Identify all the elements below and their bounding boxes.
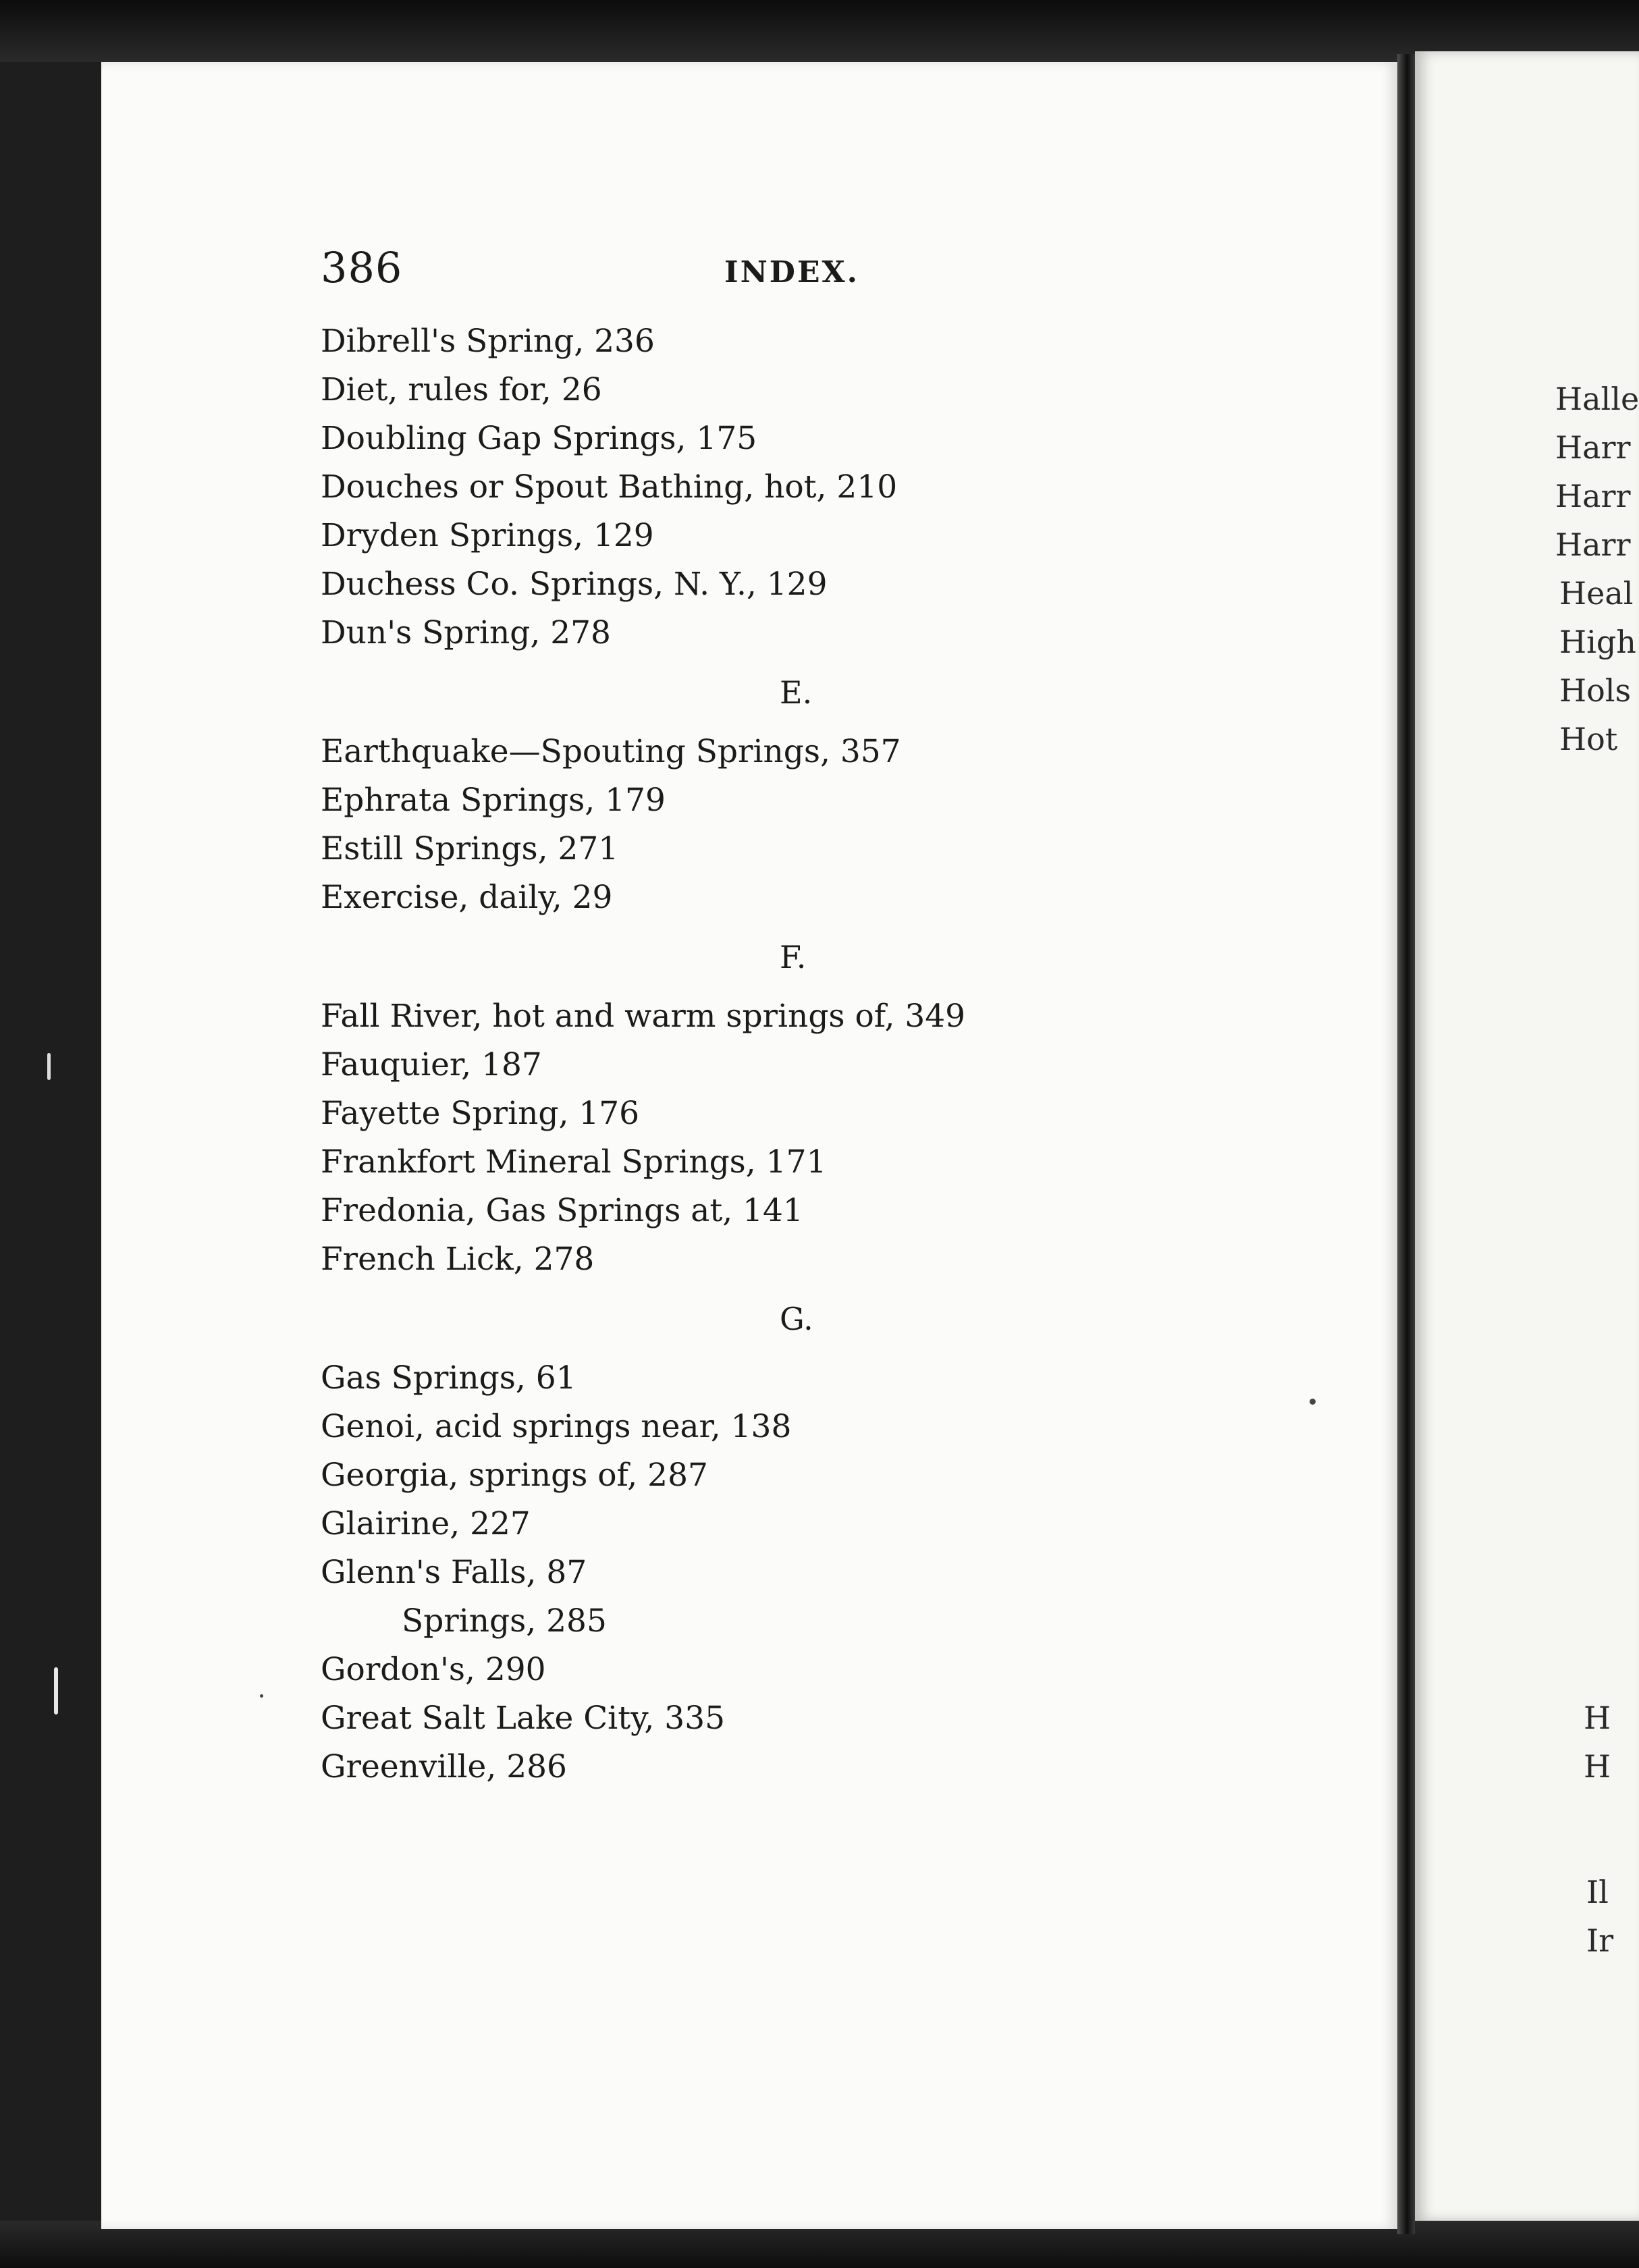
scan-speck — [260, 1694, 263, 1698]
index-entry: Diet, rules for, 26 — [321, 371, 602, 408]
page-title: INDEX. — [724, 255, 859, 290]
section-letter: E. — [780, 674, 813, 711]
fragment-line: Harr — [1555, 526, 1631, 563]
scan-border-top — [0, 0, 1639, 62]
book-spine — [1397, 54, 1415, 2234]
fragment-line: Hols — [1559, 672, 1632, 709]
scan-speck — [47, 1053, 51, 1080]
index-section-g — [321, 1284, 1347, 1791]
index-entry: Dryden Springs, 129 — [321, 517, 654, 554]
index-entry: Doubling Gap Springs, 175 — [321, 420, 757, 457]
index-entry: Frankfort Mineral Springs, 171 — [321, 1143, 827, 1181]
index-entry: Fayette Spring, 176 — [321, 1095, 640, 1132]
index-entry: Georgia, springs of, 287 — [321, 1457, 708, 1494]
facing-page — [1415, 51, 1639, 2221]
index-entry: Glenn's Falls, 87 — [321, 1554, 587, 1591]
fragment-line: Ir — [1586, 1922, 1614, 1959]
fragment-line: Harr — [1555, 478, 1631, 514]
fragment-line: Hot — [1559, 721, 1618, 757]
index-entry: Gas Springs, 61 — [321, 1359, 576, 1397]
index-entry: Glairine, 227 — [321, 1505, 531, 1542]
index-entry: Dibrell's Spring, 236 — [321, 323, 655, 360]
index-entry: Ephrata Springs, 179 — [321, 782, 666, 819]
scan-speck — [54, 1667, 58, 1714]
index-entry: Dun's Spring, 278 — [321, 614, 611, 651]
page-number: 386 — [321, 243, 403, 292]
index-section-f — [321, 922, 1347, 1284]
scan-speck — [1310, 1399, 1316, 1405]
fragment-line: H — [1584, 1700, 1611, 1736]
index-entry: Greenville, 286 — [321, 1748, 567, 1785]
index-entry: Gordon's, 290 — [321, 1651, 546, 1688]
index-entry: Estill Springs, 271 — [321, 830, 619, 867]
fragment-line: Halle — [1555, 381, 1639, 417]
fragment-line: Il — [1586, 1874, 1609, 1910]
running-head — [321, 243, 1347, 317]
index-entry: Fredonia, Gas Springs at, 141 — [321, 1192, 803, 1229]
index-section-d — [321, 317, 1347, 657]
index-entry: Exercise, daily, 29 — [321, 879, 613, 916]
fragment-line: Heal — [1559, 575, 1634, 612]
fragment-line: H — [1584, 1748, 1611, 1785]
index-entry: Earthquake—Spouting Springs, 357 — [321, 733, 901, 770]
index-entry: Genoi, acid springs near, 138 — [321, 1408, 792, 1445]
fragment-line: Harr — [1555, 429, 1631, 466]
index-entry: Great Salt Lake City, 335 — [321, 1700, 725, 1737]
index-entry: Fall River, hot and warm springs of, 349 — [321, 998, 966, 1035]
index-section-e — [321, 657, 1347, 922]
index-entry: Fauquier, 187 — [321, 1046, 542, 1083]
index-entry: Douches or Spout Bathing, hot, 210 — [321, 468, 898, 506]
section-letter: F. — [780, 939, 807, 975]
index-entry: French Lick, 278 — [321, 1241, 595, 1278]
index-page-content — [321, 243, 1347, 1791]
section-letter: G. — [780, 1301, 813, 1337]
index-subentry: Springs, 285 — [402, 1602, 607, 1640]
index-entry: Duchess Co. Springs, N. Y., 129 — [321, 566, 828, 603]
fragment-line: High — [1559, 624, 1636, 660]
